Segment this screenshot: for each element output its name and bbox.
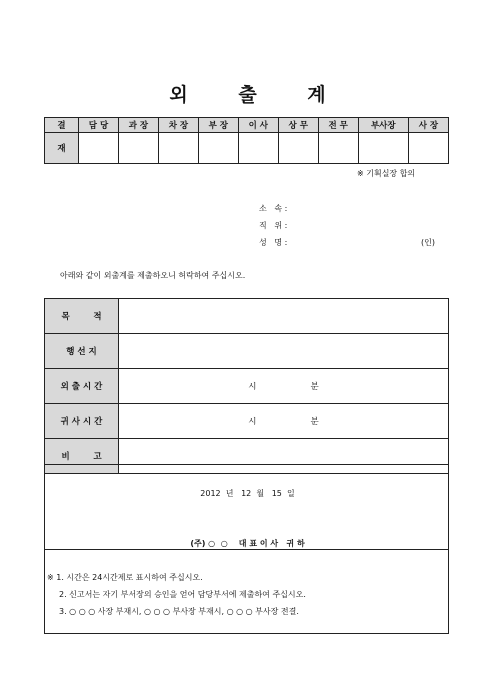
- departure-time-label: 외 출 시 간: [45, 369, 119, 404]
- approval-role: 전 무: [318, 118, 358, 133]
- purpose-field[interactable]: [119, 299, 449, 334]
- approval-note: ※ 기획실장 합의: [357, 169, 416, 178]
- signature-cell[interactable]: [118, 133, 158, 164]
- signature-cell[interactable]: [408, 133, 448, 164]
- approval-role: 상 무: [278, 118, 318, 133]
- destination-field[interactable]: [119, 334, 449, 369]
- outing-form-table: [44, 298, 449, 474]
- signature-cell[interactable]: [238, 133, 278, 164]
- approval-role: 부사장: [358, 118, 408, 133]
- return-time-label: 귀 사 시 간: [45, 404, 119, 439]
- approval-role: 과 장: [118, 118, 158, 133]
- approval-role: 담 당: [79, 118, 119, 133]
- remarks-label: 비 고: [45, 439, 119, 474]
- approval-role: 이 사: [238, 118, 278, 133]
- note-2: 2. 신고서는 자기 부서장의 승인을 얻어 담당부서에 제출하여 주십시오.: [59, 590, 306, 599]
- signature-cell[interactable]: [158, 133, 198, 164]
- approval-role: 사 장: [408, 118, 448, 133]
- signature-cell[interactable]: [79, 133, 119, 164]
- purpose-label: 목 적: [45, 299, 119, 334]
- position-label: 직 위 :: [259, 221, 288, 230]
- signature-cell[interactable]: [318, 133, 358, 164]
- document-title: 외 출 계: [169, 84, 348, 106]
- approval-side-top: 결: [45, 118, 79, 133]
- approval-role: 부 장: [198, 118, 238, 133]
- note-3: 3. ○ ○ ○ 사장 부재시, ○ ○ ○ 부사장 부재시, ○ ○ ○ 부사장 전결.: [59, 607, 299, 616]
- approval-role: 차 장: [158, 118, 198, 133]
- intro-text: 아래와 같이 외출계를 제출하오니 허락하여 주십시오.: [60, 271, 246, 280]
- approval-table: [44, 117, 449, 164]
- signature-cell[interactable]: [278, 133, 318, 164]
- return-time-field[interactable]: 시 분: [119, 404, 449, 439]
- recipient-line: (주) ○ ○ 대 표 이 사 귀 하: [190, 539, 305, 548]
- submission-date: 2012 년 12 월 15 일: [200, 489, 295, 498]
- dept-label: 소 속 :: [259, 204, 288, 213]
- destination-label: 행 선 지: [45, 334, 119, 369]
- approval-side-bottom: 재: [45, 133, 79, 164]
- signature-cell[interactable]: [198, 133, 238, 164]
- signature-cell[interactable]: [358, 133, 408, 164]
- seal-mark: (인): [421, 238, 435, 247]
- note-1: ※ 1. 시간은 24시간제로 표시하여 주십시오.: [47, 573, 203, 582]
- notes-divider: [44, 549, 449, 550]
- name-label: 성 명 :: [259, 238, 288, 247]
- departure-time-field[interactable]: 시 분: [119, 369, 449, 404]
